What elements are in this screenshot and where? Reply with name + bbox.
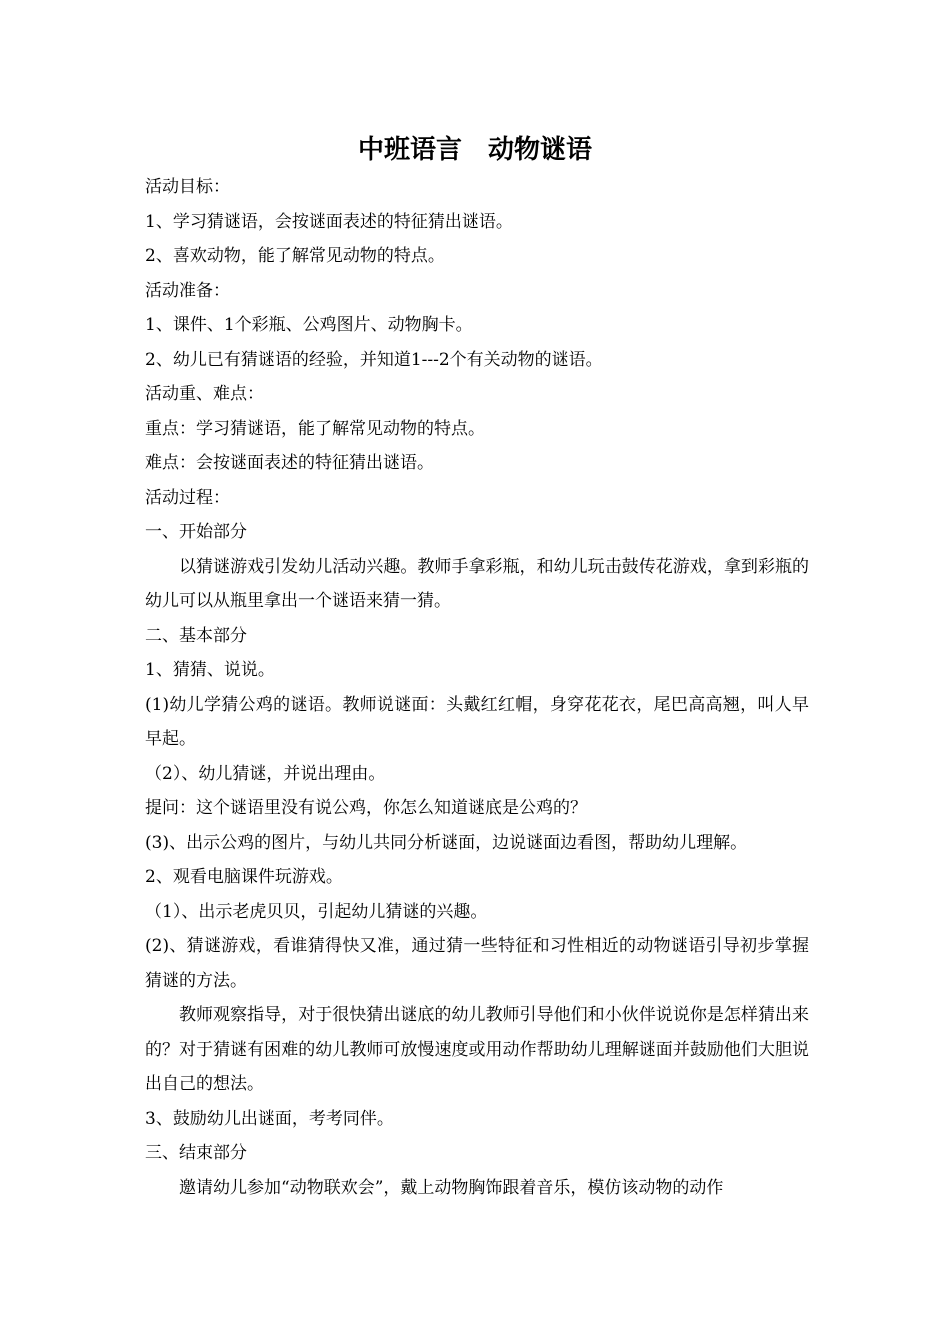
paragraph: 二、基本部分 [145, 625, 247, 646]
paragraph: 难点：会按谜面表述的特征猜出谜语。 [145, 453, 434, 473]
paragraph: 三、结束部分 [145, 1143, 247, 1163]
paragraph: 以猜谜游戏引发幼儿活动兴趣。教师手拿彩瓶，和幼儿玩击鼓传花游戏，拿到彩瓶的幼儿可以从瓶里拿出一个谜语来猜一猜。 [145, 556, 809, 611]
paragraph: (3)、出示公鸡的图片，与幼儿共同分析谜面，边说谜面边看图，帮助幼儿理解。 [145, 832, 748, 853]
paragraph: 邀请幼儿参加“动物联欢会”，戴上动物胸饰跟着音乐，模仿该动物的动作 [179, 1177, 724, 1198]
paragraph: 活动准备： [145, 280, 230, 301]
paragraph: 1、学习猜谜语，会按谜面表述的特征猜出谜语。 [145, 211, 513, 232]
paragraph: 2、观看电脑课件玩游戏。 [145, 867, 343, 887]
paragraph: 1、猜猜、说说。 [145, 660, 275, 680]
paragraph: （1）、出示老虎贝贝，引起幼儿猜谜的兴趣。 [145, 901, 488, 922]
paragraph: 一、开始部分 [145, 522, 247, 542]
paragraph: 2、喜欢动物，能了解常见动物的特点。 [145, 246, 445, 266]
paragraph: （2）、幼儿猜谜，并说出理由。 [145, 763, 386, 784]
page-title: 中班语言 动物谜语 [357, 135, 592, 165]
document-body [145, 170, 809, 1205]
paragraph: (2)、猜谜游戏，看谁猜得快又准，通过猜一些特征和习性相近的动物谜语引导初步掌握猜谜的方法。 [145, 936, 809, 991]
paragraph: 活动过程： [145, 487, 230, 508]
paragraph: 活动目标： [145, 177, 230, 197]
paragraph: (1)幼儿学猜公鸡的谜语。教师说谜面：头戴红红帽，身穿花花衣，尾巴高高翘，叫人早早起。 [145, 694, 809, 749]
paragraph: 提问：这个谜语里没有说公鸡，你怎么知道谜底是公鸡的？ [145, 798, 587, 818]
paragraph: 活动重、难点： [145, 384, 264, 404]
paragraph: 1、课件、1个彩瓶、公鸡图片、动物胸卡。 [145, 315, 473, 335]
paragraph: 教师观察指导，对于很快猜出谜底的幼儿教师引导他们和小伙伴说说你是怎样猜出来的？对于猜谜有困难的幼儿教师可放慢速度或用动作帮助幼儿理解谜面并鼓励他们大胆说出自己的想法。 [145, 1005, 809, 1094]
paragraph: 重点：学习猜谜语，能了解常见动物的特点。 [145, 418, 485, 439]
paragraph: 2、幼儿已有猜谜语的经验，并知道1---2个有关动物的谜语。 [145, 349, 603, 370]
paragraph: 3、鼓励幼儿出谜面，考考同伴。 [145, 1108, 394, 1129]
